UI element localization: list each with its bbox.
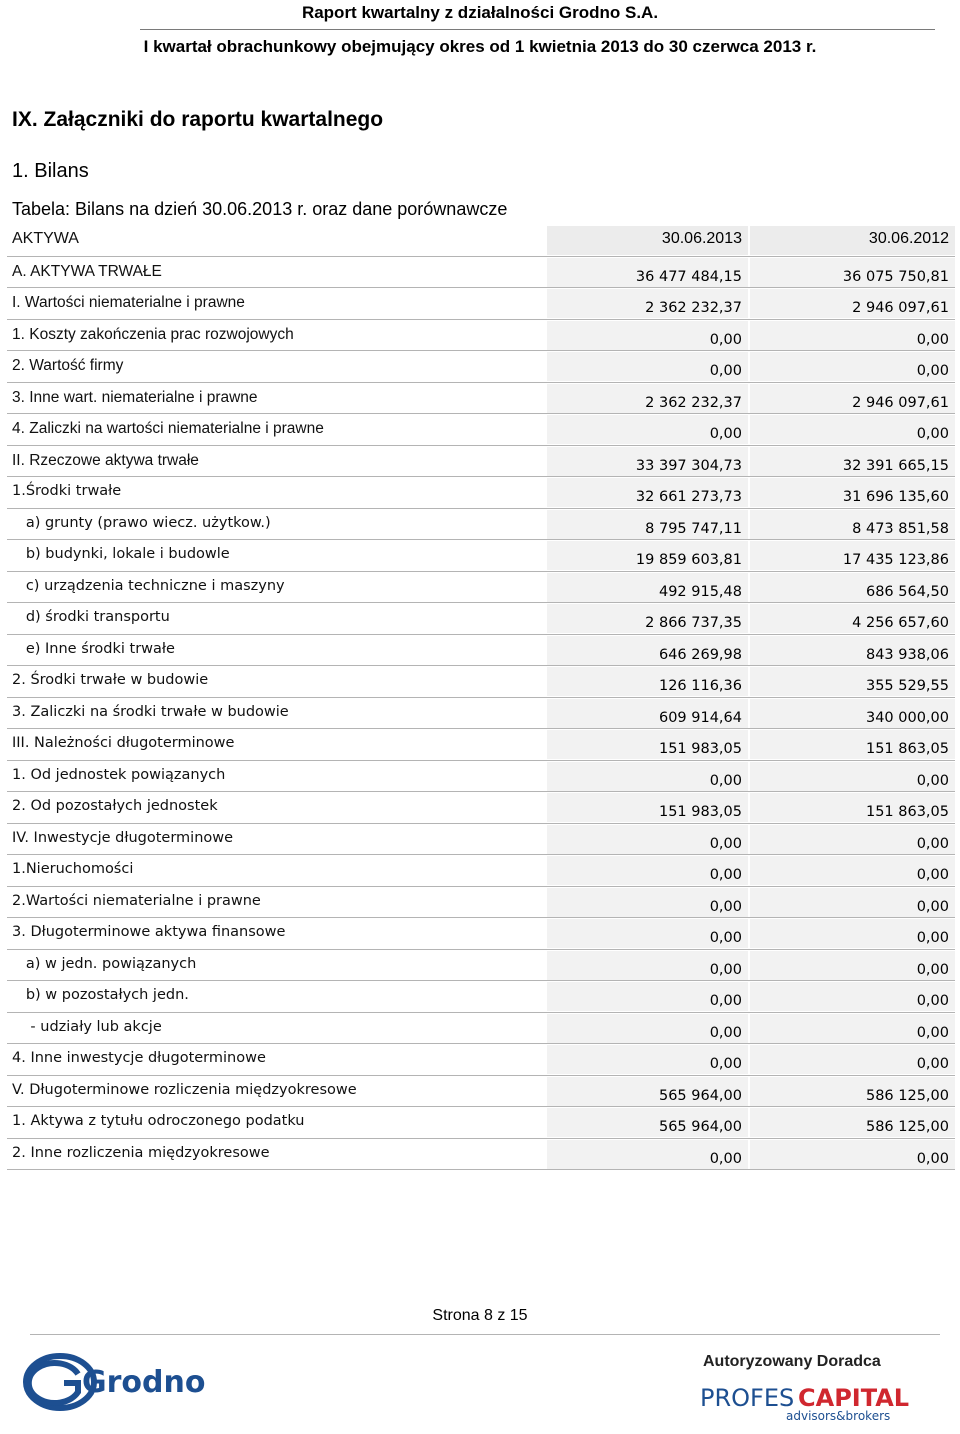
- value-2012: 0,00: [916, 993, 949, 1009]
- table-row: [7, 1139, 955, 1171]
- grodno-logo-mark: [20, 1352, 220, 1412]
- table-row: [7, 383, 955, 415]
- grodno-logo-text: Grodno: [82, 1365, 206, 1400]
- value-2012: 151 863,05: [865, 741, 949, 757]
- value-2012: 151 863,05: [865, 804, 949, 820]
- row-label: 2. Inne rozliczenia międzyokresowe: [12, 1144, 270, 1161]
- footer-rule: [30, 1334, 940, 1335]
- value-2012: 0,00: [916, 1056, 949, 1072]
- row-label: 2. Od pozostałych jednostek: [12, 798, 218, 814]
- value-2013: 2 362 232,37: [645, 394, 742, 411]
- table-row: [7, 729, 955, 761]
- value-2013: 0,00: [709, 835, 742, 852]
- column-header-2013: 30.06.2013: [661, 230, 742, 247]
- value-2013: 126 116,36: [658, 678, 742, 694]
- value-2012: 0,00: [916, 1150, 949, 1167]
- value-2013: 2 362 232,37: [645, 300, 742, 316]
- table-row: [7, 351, 955, 383]
- row-label: V. Długoterminowe rozliczenia międzyokresowe: [12, 1081, 357, 1098]
- table-row: [7, 1107, 955, 1139]
- value-2013: 0,00: [709, 993, 742, 1009]
- row-label: 3. Inne wart. niematerialne i prawne: [12, 388, 258, 406]
- row-label: 1. Koszty zakończenia prac rozwojowych: [12, 325, 294, 343]
- table-row: [7, 446, 955, 478]
- value-2013: 151 983,05: [658, 804, 742, 820]
- row-label: A. AKTYWA TRWAŁE: [12, 262, 162, 280]
- table-row: [7, 855, 955, 887]
- value-2012: 355 529,55: [865, 678, 949, 694]
- value-2012: 0,00: [916, 363, 949, 379]
- row-label: - udziały lub akcje: [12, 1018, 162, 1035]
- value-2013: 36 477 484,15: [635, 268, 742, 285]
- row-label: 2. Środki trwałe w budowie: [12, 672, 209, 688]
- table-row: [7, 257, 955, 289]
- row-label: 4. Zaliczki na wartości niematerialne i prawne: [12, 420, 324, 437]
- row-label: b) w pozostałych jedn.: [12, 987, 189, 1003]
- table-row: [7, 477, 955, 509]
- value-2012: 0,00: [916, 898, 949, 915]
- value-2013: 0,00: [709, 1024, 742, 1041]
- table-row: [7, 603, 955, 635]
- value-2013: 646 269,98: [658, 646, 742, 663]
- table-row: [7, 414, 955, 446]
- table-row: [7, 981, 955, 1013]
- value-2012: 0,00: [916, 331, 949, 348]
- value-2013: 19 859 603,81: [635, 552, 742, 568]
- row-divider: [7, 1169, 955, 1170]
- value-2012: 2 946 097,61: [852, 300, 949, 316]
- value-2013: 0,00: [709, 961, 742, 978]
- value-2012: 0,00: [916, 961, 949, 978]
- row-label: 1. Aktywa z tytułu odroczonego podatku: [12, 1113, 305, 1129]
- table-row: [7, 635, 955, 667]
- row-label: 2.Wartości niematerialne i prawne: [12, 892, 261, 909]
- value-2012: 686 564,50: [865, 583, 949, 600]
- table-row: [7, 792, 955, 824]
- value-2012: 0,00: [916, 867, 949, 883]
- column-header-2012: 30.06.2012: [868, 230, 949, 247]
- table-row: [7, 698, 955, 730]
- row-label: 1. Od jednostek powiązanych: [12, 766, 226, 783]
- table-row: [7, 824, 955, 856]
- balance-sheet-table: [7, 225, 955, 1170]
- profescapital-logo: [700, 1380, 940, 1427]
- column-header-assets: AKTYWA: [12, 230, 79, 247]
- value-2013: 0,00: [709, 772, 742, 789]
- value-2013: 0,00: [709, 331, 742, 348]
- value-2013: 0,00: [709, 867, 742, 883]
- row-label: b) budynki, lokale i budowle: [12, 546, 230, 562]
- row-label: III. Należności długoterminowe: [12, 735, 235, 751]
- table-row: [7, 288, 955, 320]
- value-2012: 0,00: [916, 930, 949, 946]
- authorized-advisor-label: Autoryzowany Doradca: [703, 1353, 881, 1370]
- value-2012: 586 125,00: [865, 1087, 949, 1104]
- row-label: 1.Nieruchomości: [12, 861, 134, 877]
- value-2013: 0,00: [709, 1056, 742, 1072]
- value-2012: 340 000,00: [865, 709, 949, 726]
- page-number: Strona 8 z 15: [432, 1307, 528, 1324]
- value-2013: 565 964,00: [658, 1087, 742, 1104]
- row-label: 4. Inne inwestycje długoterminowe: [12, 1050, 266, 1066]
- row-label: a) w jedn. powiązanych: [12, 955, 197, 972]
- value-2012: 0,00: [916, 1024, 949, 1041]
- value-2013: 151 983,05: [658, 741, 742, 757]
- row-label: IV. Inwestycje długoterminowe: [12, 829, 234, 846]
- table-caption: Tabela: Bilans na dzień 30.06.2013 r. oraz dane porównawcze: [12, 199, 508, 219]
- value-2012: 31 696 135,60: [842, 489, 949, 505]
- value-2012: 4 256 657,60: [852, 615, 949, 631]
- value-2013: 0,00: [709, 1150, 742, 1167]
- value-2012: 0,00: [916, 835, 949, 852]
- value-2013: 0,00: [709, 898, 742, 915]
- report-period: I kwartał obrachunkowy obejmujący okres od 1 kwietnia 2013 do 30 czerwca 2013 r.: [143, 37, 817, 56]
- table-row: [7, 572, 955, 604]
- value-2013: 492 915,48: [658, 583, 742, 600]
- value-2012: 32 391 665,15: [842, 457, 949, 474]
- row-label: 1.Środki trwałe: [12, 483, 122, 499]
- value-2012: 586 125,00: [865, 1119, 949, 1135]
- value-2012: 0,00: [916, 772, 949, 789]
- value-2012: 0,00: [916, 426, 949, 442]
- value-2013: 0,00: [709, 426, 742, 442]
- subsection-title: 1. Bilans: [12, 160, 89, 182]
- table-row: [7, 509, 955, 541]
- value-2012: 843 938,06: [865, 646, 949, 663]
- grodno-logo: [20, 1352, 220, 1417]
- value-2012: 17 435 123,86: [842, 552, 949, 568]
- table-row: [7, 918, 955, 950]
- table-header-row: [7, 225, 955, 257]
- table-row: [7, 1013, 955, 1045]
- table-row: [7, 950, 955, 982]
- value-2013: 32 661 273,73: [635, 489, 742, 505]
- value-2013: 0,00: [709, 363, 742, 379]
- capital-text: CAPITAL: [798, 1384, 910, 1412]
- advisors-brokers-text: advisors&brokers: [786, 1409, 891, 1422]
- table-row: [7, 540, 955, 572]
- table-row: [7, 1076, 955, 1108]
- row-label: c) urządzenia techniczne i maszyny: [12, 577, 285, 594]
- row-label: e) Inne środki trwałe: [12, 640, 175, 657]
- value-2012: 8 473 851,58: [852, 520, 949, 537]
- table-row: [7, 1044, 955, 1076]
- value-2013: 8 795 747,11: [645, 520, 742, 537]
- section-title: IX. Załączniki do raportu kwartalnego: [12, 108, 384, 131]
- value-2013: 2 866 737,35: [645, 615, 742, 631]
- row-label: I. Wartości niematerialne i prawne: [12, 294, 245, 311]
- table-row: [7, 761, 955, 793]
- table-row: [7, 666, 955, 698]
- value-2013: 565 964,00: [658, 1119, 742, 1135]
- row-label: d) środki transportu: [12, 609, 170, 625]
- value-2013: 609 914,64: [658, 709, 742, 726]
- profescapital-logo-mark: [700, 1380, 940, 1422]
- row-label: 2. Wartość firmy: [12, 357, 124, 374]
- profes-text: PROFES: [700, 1384, 795, 1412]
- row-label: 3. Zaliczki na środki trwałe w budowie: [12, 703, 289, 720]
- table-row: [7, 887, 955, 919]
- table-row: [7, 320, 955, 352]
- row-label: II. Rzeczowe aktywa trwałe: [12, 451, 199, 469]
- value-2012: 2 946 097,61: [852, 394, 949, 411]
- value-2012: 36 075 750,81: [842, 268, 949, 285]
- report-title: Raport kwartalny z działalności Grodno S.A.: [301, 3, 659, 22]
- value-2013: 0,00: [709, 930, 742, 946]
- value-2013: 33 397 304,73: [635, 457, 742, 474]
- row-label: a) grunty (prawo wiecz. użytkow.): [12, 514, 271, 531]
- row-label: 3. Długoterminowe aktywa finansowe: [12, 924, 286, 940]
- header-rule: [140, 29, 935, 30]
